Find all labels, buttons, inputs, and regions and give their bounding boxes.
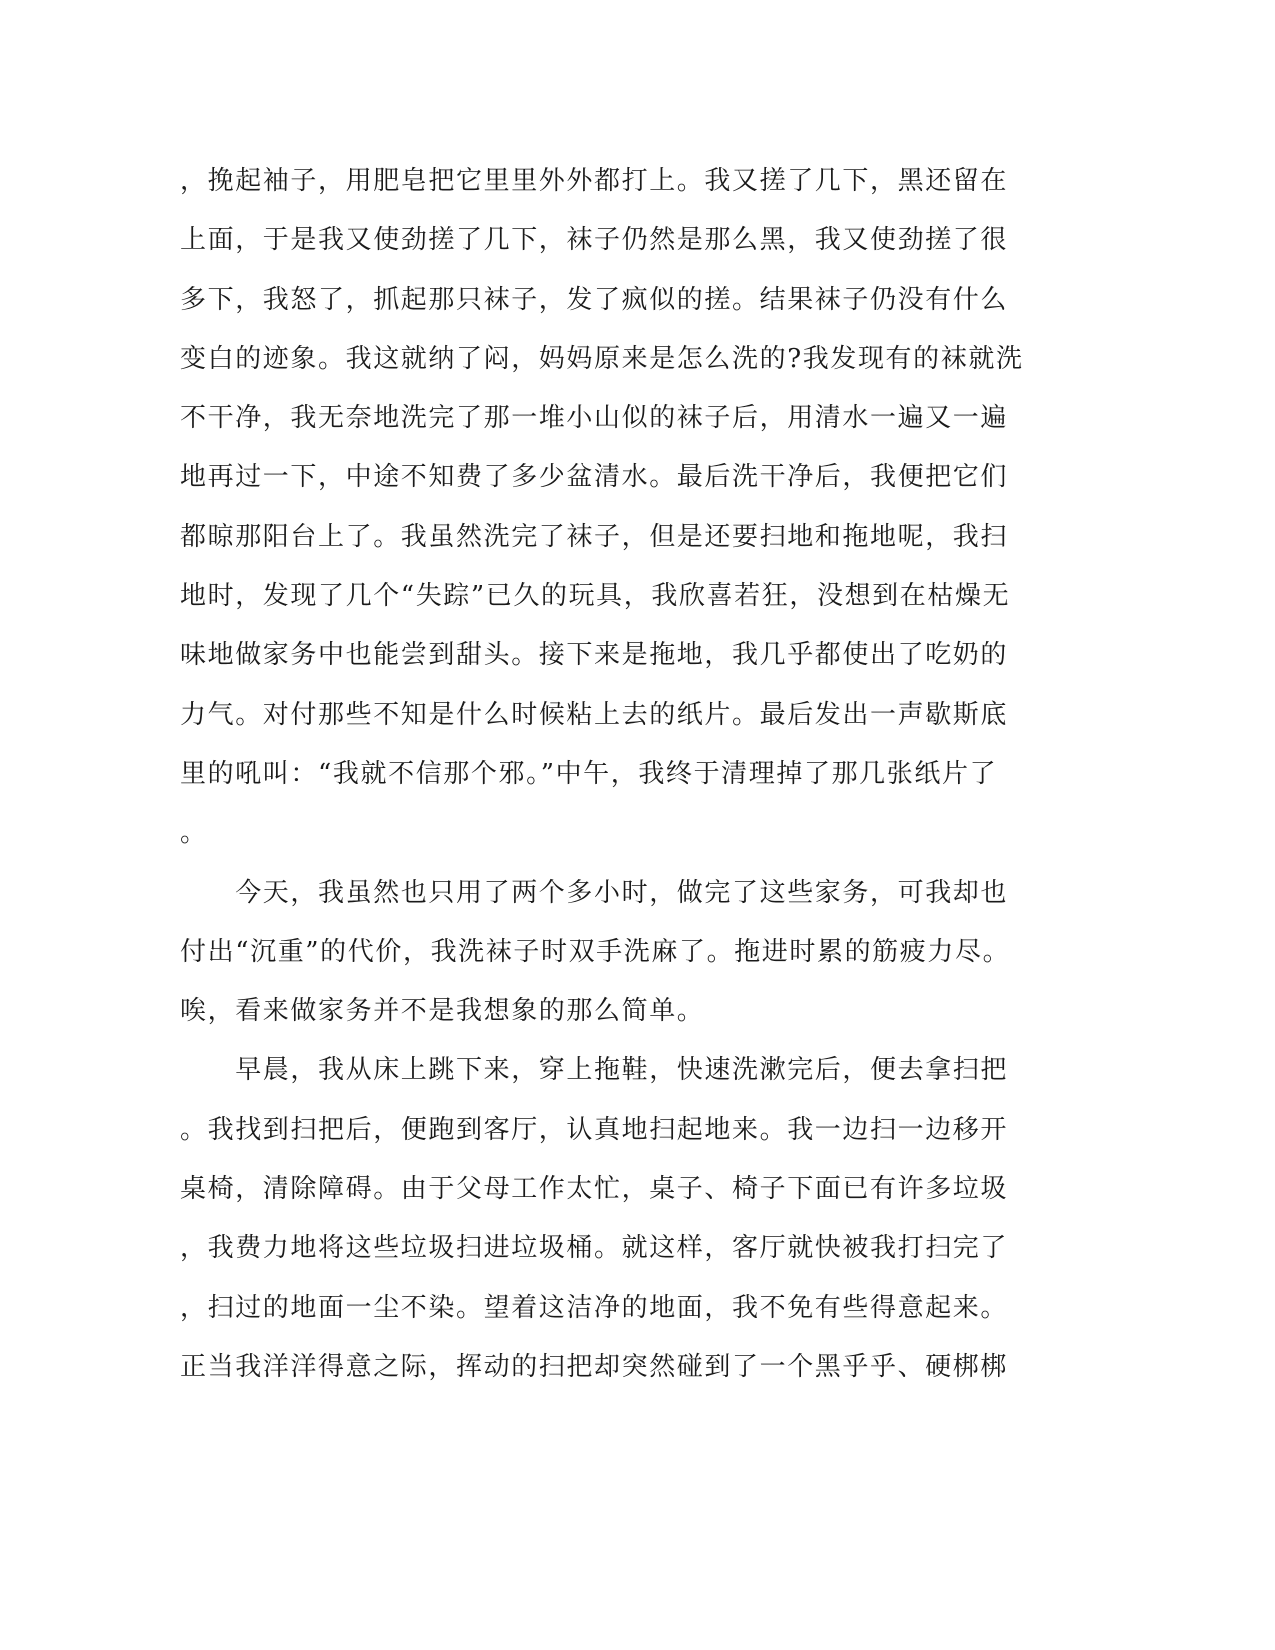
text-line: 都晾那阳台上了。我虽然洗完了袜子，但是还要扫地和拖地呢，我扫	[180, 521, 1009, 552]
text-line: 正当我洋洋得意之际，挥动的扫把却突然碰到了一个黑乎乎、硬梆梆	[180, 1351, 1009, 1382]
text-line: 唉，看来做家务并不是我想象的那么简单。	[180, 996, 705, 1027]
text-line: 付出“沉重”的代价，我洗袜子时双手洗麻了。拖进时累的筋疲力尽。	[180, 936, 1011, 967]
text-line: 不干净，我无奈地洗完了那一堆小山似的袜子后，用清水一遍又一遍	[180, 403, 1009, 434]
text-line: 上面，于是我又使劲搓了几下，袜子仍然是那么黑，我又使劲搓了很	[180, 225, 1009, 256]
text-line: ，我费力地将这些垃圾扫进垃圾桶。就这样，客厅就快被我打扫完了	[180, 1233, 1009, 1264]
text-line: 桌椅，清除障碍。由于父母工作太忙，桌子、椅子下面已有许多垃圾	[180, 1174, 1009, 1205]
text-line: 早晨，我从床上跳下来，穿上拖鞋，快速洗漱完后，便去拿扫把	[180, 1055, 1009, 1086]
document-body	[180, 152, 1030, 1397]
text-line: 。	[180, 818, 208, 849]
text-line: 味地做家务中也能尝到甜头。接下来是拖地，我几乎都使出了吃奶的	[180, 640, 1009, 671]
text-line: 变白的迹象。我这就纳了闷，妈妈原来是怎么洗的?我发现有的袜就洗	[180, 343, 1024, 374]
text-line: 。我找到扫把后，便跑到客厅，认真地扫起地来。我一边扫一边移开	[180, 1114, 1009, 1145]
text-line: 里的吼叫：“我就不信那个邪。”中午，我终于清理掉了那几张纸片了	[180, 758, 998, 789]
text-line: ，扫过的地面一尘不染。望着这洁净的地面，我不免有些得意起来。	[180, 1292, 1009, 1323]
text-line: 地再过一下，中途不知费了多少盆清水。最后洗干净后，我便把它们	[180, 462, 1009, 493]
text-line: ，挽起袖子，用肥皂把它里里外外都打上。我又搓了几下，黑还留在	[180, 166, 1009, 196]
text-line: 力气。对付那些不知是什么时候粘上去的纸片。最后发出一声歇斯底	[180, 699, 1009, 730]
text-line: 今天，我虽然也只用了两个多小时，做完了这些家务，可我却也	[180, 877, 1009, 908]
text-line: 地时，发现了几个“失踪”已久的玩具，我欣喜若狂，没想到在枯燥无	[180, 581, 1011, 612]
text-line: 多下，我怒了，抓起那只袜子，发了疯似的搓。结果袜子仍没有什么	[180, 284, 1009, 315]
